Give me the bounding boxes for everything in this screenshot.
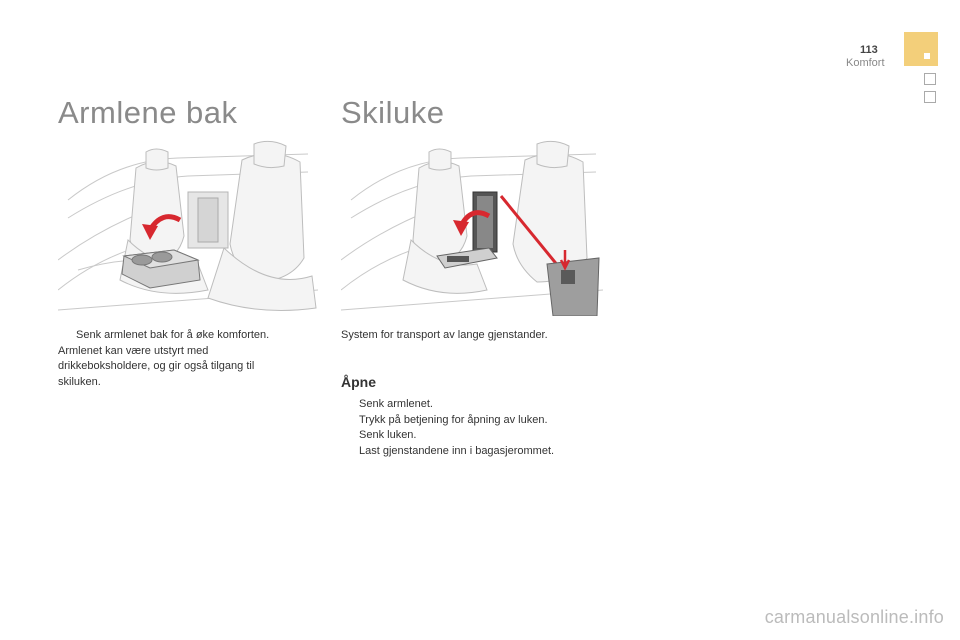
list-item: Senk luken. [359,429,417,441]
chapter-tab-active[interactable] [904,32,938,66]
list-item: Trykk på betjening for åpning av luken. [359,413,548,426]
page-number: 113 [860,44,878,56]
armrest-paragraph-line: skiluken. [58,375,101,388]
armrest-paragraph-line: Armlenet kan være utstyrt med [58,344,209,357]
armrest-description [58,328,318,390]
chapter-tab[interactable] [924,91,936,103]
list-item: Senk armlenet. [359,398,433,410]
rear-armrest-illustration [58,140,318,316]
list-item: Last gjenstandene inn i bagasjerommet. [359,444,555,457]
open-steps-list [341,397,641,459]
armrest-instruction: Senk armlenet bak for å øke komforten. [76,329,270,341]
subheading-open: Åpne [341,374,376,390]
ski-hatch-illustration [341,140,603,316]
chapter-tab[interactable] [924,73,936,85]
section-title-ski-hatch: Skiluke [341,95,445,130]
armrest-paragraph-line: drikkeboksholdere, og gir også tilgang til [58,360,255,372]
section-title-armrest: Armlene bak [58,95,238,130]
chapter-label: Komfort [846,57,885,69]
ski-hatch-intro: System for transport av lange gjenstander. [341,329,548,341]
watermark: carmanualsonline.info [764,607,944,627]
